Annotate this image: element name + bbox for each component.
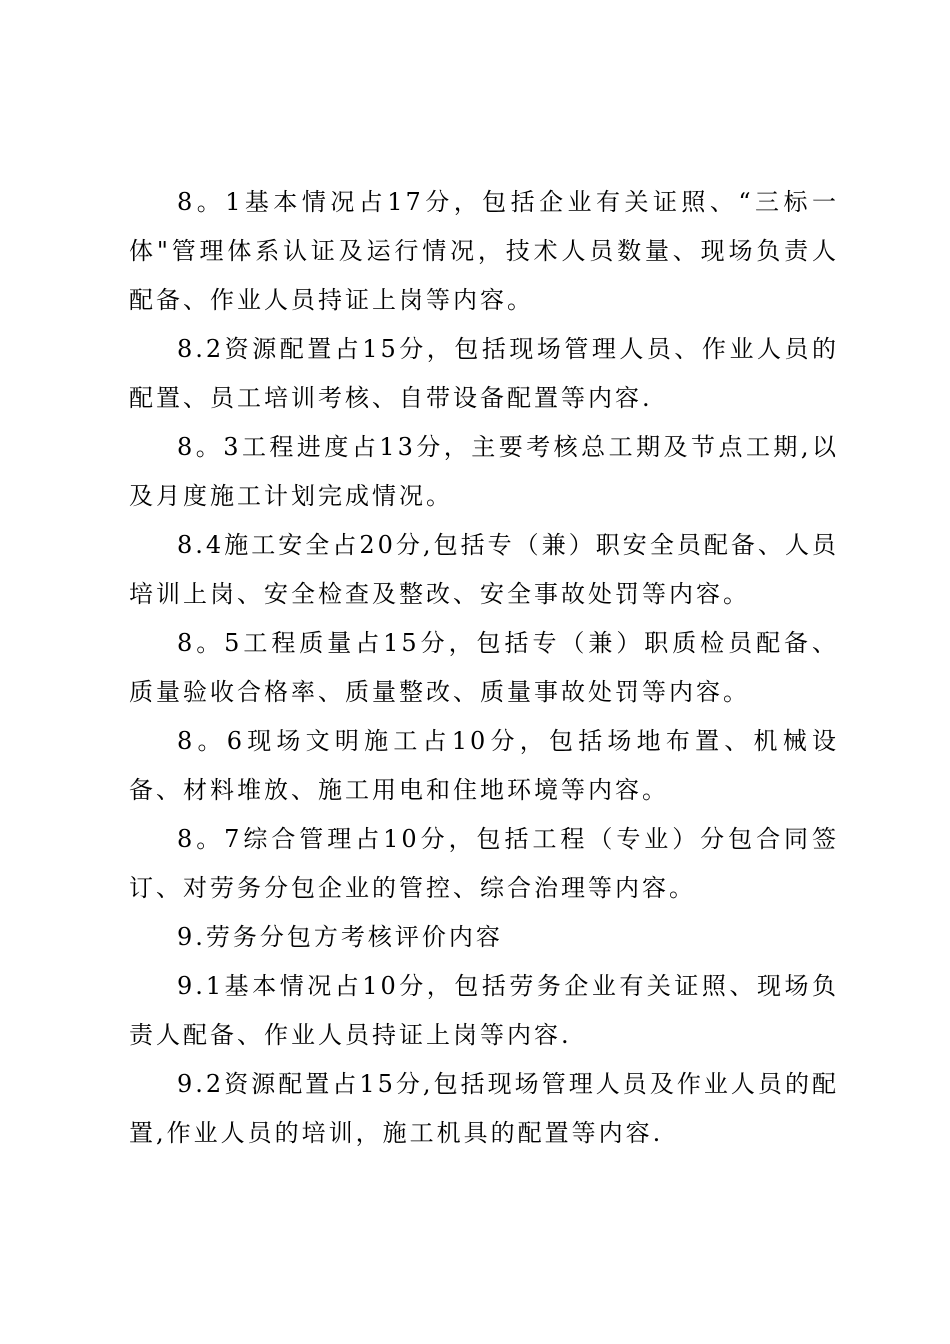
paragraph-8-4: 8.4施工安全占20分,包括专（兼）职安全员配备、人员培训上岗、安全检查及整改、安全事故处罚等内容。: [129, 531, 839, 608]
document-body: [129, 178, 839, 1158]
section-heading-9: 9.劳务分包方考核评价内容: [177, 923, 503, 951]
paragraph-8-3: 8。3工程进度占13分，主要考核总工期及节点工期,以及月度施工计划完成情况。: [129, 433, 839, 510]
paragraph-9-1: 9.1基本情况占10分，包括劳务企业有关证照、现场负责人配备、作业人员持证上岗等内容.: [129, 972, 839, 1049]
paragraph-8-1: 8。1基本情况占17分，包括企业有关证照、“三标一体"管理体系认证及运行情况，技术人员数量、现场负责人配备、作业人员持证上岗等内容。: [129, 188, 839, 314]
paragraph-8-7: 8。7综合管理占10分，包括工程（专业）分包合同签订、对劳务分包企业的管控、综合治理等内容。: [129, 825, 839, 902]
paragraph-8-5: 8。5工程质量占15分，包括专（兼）职质检员配备、质量验收合格率、质量整改、质量事故处罚等内容。: [129, 629, 839, 706]
paragraph-8-6: 8。6现场文明施工占10分，包括场地布置、机械设备、材料堆放、施工用电和住地环境等内容。: [129, 727, 839, 804]
paragraph-9-2: 9.2资源配置占15分,包括现场管理人员及作业人员的配置,作业人员的培训，施工机具的配置等内容.: [129, 1070, 839, 1147]
paragraph-8-2: 8.2资源配置占15分，包括现场管理人员、作业人员的配置、员工培训考核、自带设备配置等内容.: [129, 335, 839, 412]
